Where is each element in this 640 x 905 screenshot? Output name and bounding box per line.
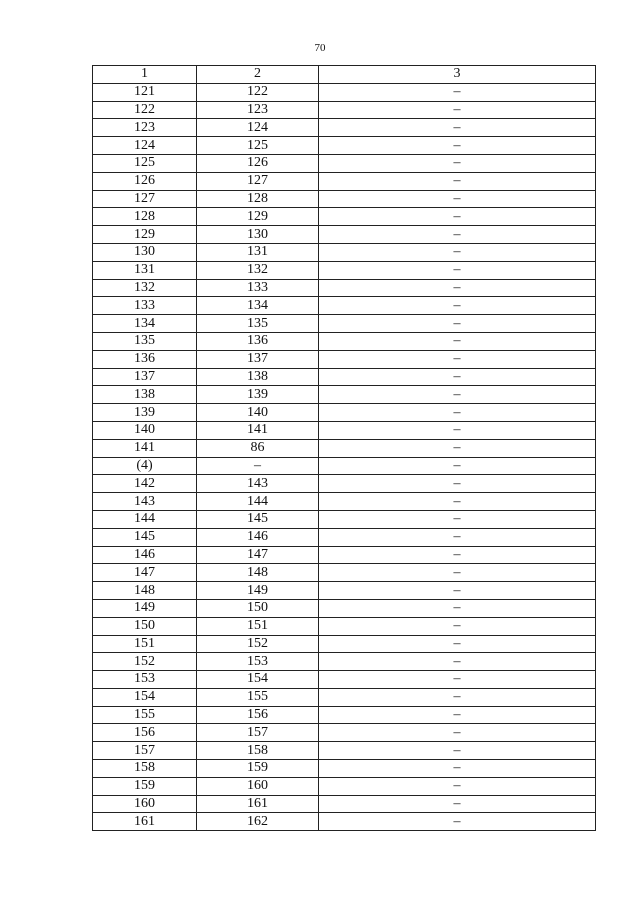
table-cell-col1: 149 (93, 599, 197, 617)
table-row (93, 386, 596, 404)
table-header-row (93, 66, 596, 84)
table-row (93, 315, 596, 333)
table-cell-col2: 150 (197, 599, 319, 617)
table-cell-col2: – (197, 457, 319, 475)
table-cell-col1: 126 (93, 172, 197, 190)
table-cell-col1: 123 (93, 119, 197, 137)
table-cell-col1: 151 (93, 635, 197, 653)
table-cell-col3: – (319, 101, 596, 119)
table-row (93, 688, 596, 706)
table-cell-col2: 157 (197, 724, 319, 742)
table-cell-col2: 125 (197, 137, 319, 155)
table-cell-col3: – (319, 297, 596, 315)
table-row (93, 706, 596, 724)
table-cell-col1: 133 (93, 297, 197, 315)
table-cell-col3: – (319, 404, 596, 422)
table-cell-col1: 128 (93, 208, 197, 226)
table-cell-col1: 147 (93, 564, 197, 582)
table-cell-col1: 161 (93, 813, 197, 831)
table-cell-col1: 124 (93, 137, 197, 155)
table-row (93, 564, 596, 582)
table-cell-col1: 121 (93, 83, 197, 101)
table-row (93, 368, 596, 386)
table-cell-col2: 132 (197, 261, 319, 279)
table-cell-col2: 160 (197, 777, 319, 795)
table-cell-col3: – (319, 671, 596, 689)
table-cell-col2: 155 (197, 688, 319, 706)
table-cell-col2: 133 (197, 279, 319, 297)
table-cell-col2: 159 (197, 760, 319, 778)
table-cell-col3: – (319, 777, 596, 795)
table-cell-col2: 122 (197, 83, 319, 101)
table-cell-col2: 161 (197, 795, 319, 813)
table-cell-col3: – (319, 350, 596, 368)
table-cell-col2: 145 (197, 510, 319, 528)
table-cell-col2: 128 (197, 190, 319, 208)
page-number: 70 (314, 42, 326, 54)
table-row (93, 777, 596, 795)
table-row (93, 421, 596, 439)
table-cell-col3: – (319, 546, 596, 564)
table-cell-col3: – (319, 493, 596, 511)
table-cell-col1: 143 (93, 493, 197, 511)
table-cell-col3: – (319, 386, 596, 404)
table-cell-col1: 129 (93, 226, 197, 244)
table-cell-col1: 135 (93, 332, 197, 350)
table-row (93, 493, 596, 511)
table-cell-col2: 134 (197, 297, 319, 315)
table-row (93, 510, 596, 528)
table-cell-col1: 153 (93, 671, 197, 689)
table-cell-col2: 153 (197, 653, 319, 671)
table-row (93, 439, 596, 457)
table-cell-col3: – (319, 315, 596, 333)
table-cell-col3: – (319, 688, 596, 706)
table-cell-col3: – (319, 421, 596, 439)
table-row (93, 119, 596, 137)
table-row (93, 297, 596, 315)
table-row (93, 243, 596, 261)
table-cell-col3: – (319, 813, 596, 831)
table-cell-col2: 158 (197, 742, 319, 760)
table-cell-col2: 136 (197, 332, 319, 350)
table-cell-col2: 123 (197, 101, 319, 119)
table-cell-col1: 139 (93, 404, 197, 422)
table-row (93, 226, 596, 244)
table-cell-col1: (4) (93, 457, 197, 475)
table-cell-col3: – (319, 635, 596, 653)
table-row (93, 546, 596, 564)
table-row (93, 671, 596, 689)
table-row (93, 528, 596, 546)
table-row (93, 190, 596, 208)
table-cell-col2: 130 (197, 226, 319, 244)
column-header-1: 1 (93, 66, 197, 84)
table-row (93, 332, 596, 350)
table-cell-col3: – (319, 439, 596, 457)
table-row (93, 653, 596, 671)
table-cell-col3: – (319, 208, 596, 226)
column-header-2: 2 (197, 66, 319, 84)
table-cell-col1: 155 (93, 706, 197, 724)
table-cell-col2: 146 (197, 528, 319, 546)
table-cell-col3: – (319, 564, 596, 582)
table-cell-col3: – (319, 617, 596, 635)
table-cell-col3: – (319, 190, 596, 208)
table-cell-col1: 148 (93, 582, 197, 600)
table-cell-col3: – (319, 83, 596, 101)
table-cell-col3: – (319, 332, 596, 350)
table-cell-col2: 141 (197, 421, 319, 439)
table-cell-col2: 131 (197, 243, 319, 261)
table-cell-col3: – (319, 475, 596, 493)
table-row (93, 208, 596, 226)
table-cell-col1: 150 (93, 617, 197, 635)
table-cell-col1: 152 (93, 653, 197, 671)
table-row (93, 599, 596, 617)
table-cell-col3: – (319, 795, 596, 813)
table-cell-col3: – (319, 119, 596, 137)
table-row (93, 261, 596, 279)
table-row (93, 795, 596, 813)
table-cell-col2: 126 (197, 154, 319, 172)
table-row (93, 582, 596, 600)
table-cell-col3: – (319, 510, 596, 528)
table-row (93, 813, 596, 831)
table-cell-col1: 127 (93, 190, 197, 208)
table-cell-col1: 146 (93, 546, 197, 564)
table-cell-col2: 148 (197, 564, 319, 582)
table-cell-col2: 140 (197, 404, 319, 422)
table-cell-col2: 151 (197, 617, 319, 635)
table-cell-col1: 122 (93, 101, 197, 119)
table-row (93, 137, 596, 155)
table-row (93, 279, 596, 297)
table-cell-col1: 154 (93, 688, 197, 706)
table-row (93, 404, 596, 422)
table-cell-col1: 137 (93, 368, 197, 386)
table-cell-col1: 131 (93, 261, 197, 279)
table-row (93, 635, 596, 653)
table-cell-col3: – (319, 261, 596, 279)
table-cell-col2: 149 (197, 582, 319, 600)
column-header-3: 3 (319, 66, 596, 84)
table-cell-col2: 162 (197, 813, 319, 831)
table-row (93, 742, 596, 760)
table-row (93, 154, 596, 172)
table-cell-col3: – (319, 154, 596, 172)
table-cell-col2: 138 (197, 368, 319, 386)
table-cell-col2: 156 (197, 706, 319, 724)
table-cell-col1: 156 (93, 724, 197, 742)
table-cell-col1: 145 (93, 528, 197, 546)
table-row (93, 101, 596, 119)
table-cell-col3: – (319, 582, 596, 600)
table-cell-col1: 159 (93, 777, 197, 795)
table-cell-col2: 154 (197, 671, 319, 689)
table-cell-col2: 139 (197, 386, 319, 404)
table-cell-col3: – (319, 760, 596, 778)
table-cell-col3: – (319, 172, 596, 190)
table-cell-col1: 140 (93, 421, 197, 439)
table-cell-col3: – (319, 243, 596, 261)
table-cell-col1: 136 (93, 350, 197, 368)
table-cell-col3: – (319, 457, 596, 475)
table-cell-col3: – (319, 137, 596, 155)
data-table (92, 65, 596, 831)
table-cell-col1: 132 (93, 279, 197, 297)
table-row (93, 760, 596, 778)
table-cell-col2: 143 (197, 475, 319, 493)
table-row (93, 475, 596, 493)
table-cell-col1: 160 (93, 795, 197, 813)
table-cell-col2: 129 (197, 208, 319, 226)
table-cell-col1: 141 (93, 439, 197, 457)
table-row (93, 724, 596, 742)
table-cell-col2: 144 (197, 493, 319, 511)
table-cell-col1: 138 (93, 386, 197, 404)
table-row (93, 83, 596, 101)
table-cell-col3: – (319, 368, 596, 386)
table-cell-col1: 142 (93, 475, 197, 493)
table-cell-col3: – (319, 653, 596, 671)
table-cell-col1: 157 (93, 742, 197, 760)
table-row (93, 172, 596, 190)
table-row (93, 350, 596, 368)
table-cell-col2: 137 (197, 350, 319, 368)
table-cell-col1: 134 (93, 315, 197, 333)
table-cell-col3: – (319, 742, 596, 760)
table-cell-col1: 130 (93, 243, 197, 261)
table-cell-col1: 144 (93, 510, 197, 528)
table-cell-col3: – (319, 599, 596, 617)
table-row (93, 617, 596, 635)
table-cell-col2: 147 (197, 546, 319, 564)
table-cell-col2: 86 (197, 439, 319, 457)
table-cell-col3: – (319, 226, 596, 244)
table-cell-col3: – (319, 724, 596, 742)
table-row (93, 457, 596, 475)
table-cell-col3: – (319, 528, 596, 546)
table-cell-col3: – (319, 706, 596, 724)
table-cell-col2: 135 (197, 315, 319, 333)
table-cell-col2: 152 (197, 635, 319, 653)
table-cell-col2: 127 (197, 172, 319, 190)
table-cell-col1: 158 (93, 760, 197, 778)
table-cell-col3: – (319, 279, 596, 297)
table-cell-col1: 125 (93, 154, 197, 172)
table-cell-col2: 124 (197, 119, 319, 137)
